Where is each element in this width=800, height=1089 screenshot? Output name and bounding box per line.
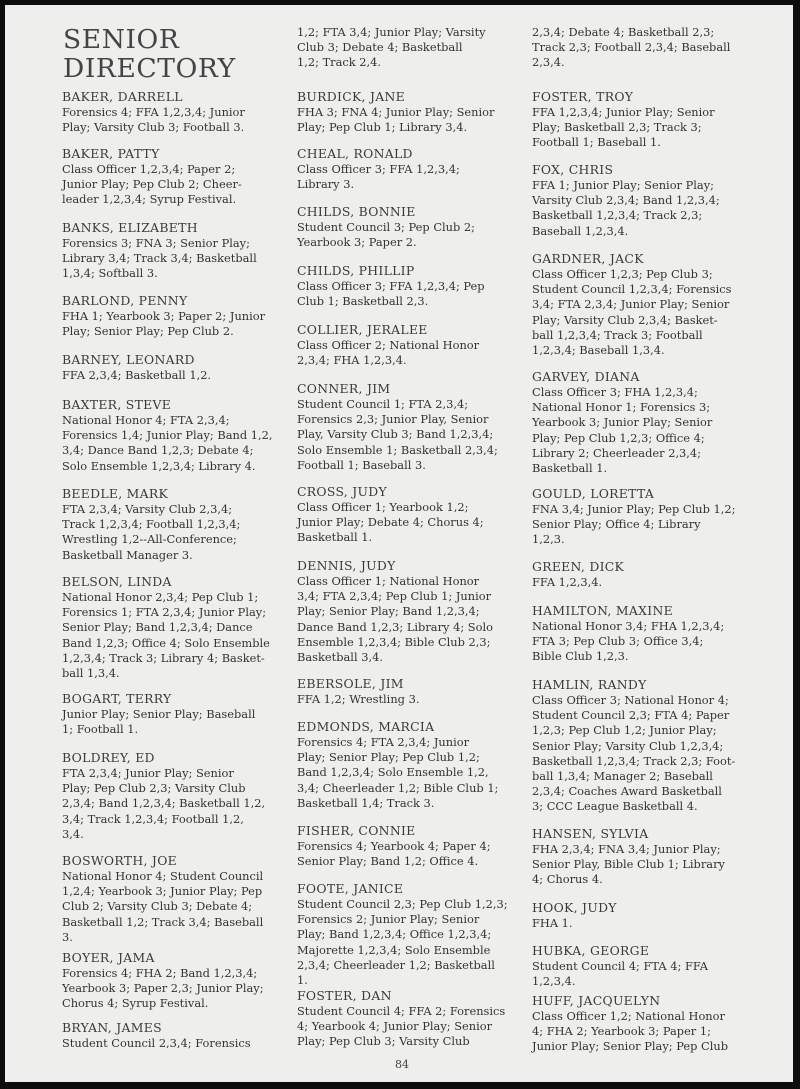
student-activities: Student Council 4; FFA 2; Forensics 4; Yearbook 4; Junior Play; Senior Play; Pep Club 3; Varsity Club: [297, 1004, 506, 1049]
student-activities: Forensics 4; FHA 2; Band 1,2,3,4; Yearbook 3; Paper 2,3; Junior Play; Chorus 4; Syrup Festival.: [62, 966, 264, 1011]
title-line-2: DIRECTORY: [63, 53, 236, 84]
student-activities: Class Officer 3; National Honor 4; Student Council 2,3; FTA 4; Paper 1,2,3; Pep Club 1,2; Junior Play; Senior Play; Varsity Club 1,2,3,4; Basketball 1,2,3,4; Track 2,3; Foot- ball 1,3,4; Manager 2; Baseball 2,3,4; Coaches Award Basketball 3; CCC League Basketball 4.: [532, 693, 736, 814]
student-activities: FHA 2,3,4; FNA 3,4; Junior Play; Senior Play, Bible Club 1; Library 4; Chorus 4.: [532, 842, 725, 887]
student-activities: Class Officer 1; National Honor 3,4; FTA 2,3,4; Pep Club 1; Junior Play; Senior Play; Band 1,2,3,4; Dance Band 1,2,3; Library 4; Solo Ensemble 1,2,3,4; Bible Club 2,3; Basketball 3,4.: [297, 574, 493, 665]
directory-entry: [532, 89, 757, 151]
student-name: CONNER, JIM: [297, 381, 391, 396]
student-name: CHEAL, RONALD: [297, 146, 413, 161]
student-name: BRYAN, JAMES: [62, 1020, 162, 1035]
directory-entry: [62, 950, 287, 1012]
student-name: BOGART, TERRY: [62, 691, 172, 706]
directory-entry: [62, 146, 287, 208]
student-name: FOSTER, DAN: [297, 988, 392, 1003]
student-activities: Forensics 4; FTA 2,3,4; Junior Play; Senior Play; Pep Club 1,2; Band 1,2,3,4; Solo Ensemble 1,2, 3,4; Cheerleader 1,2; Bible Club 1; Basketball 1,4; Track 3.: [297, 735, 499, 810]
directory-entry: [532, 677, 757, 815]
student-name: FOOTE, JANICE: [297, 881, 404, 896]
student-name: GARVEY, DIANA: [532, 369, 640, 384]
directory-entry: [297, 322, 522, 368]
student-activities: Class Officer 1; Yearbook 1,2; Junior Play; Debate 4; Chorus 4; Basketball 1.: [297, 500, 484, 545]
student-activities: National Honor 4; Student Council 1,2,4; Yearbook 3; Junior Play; Pep Club 2; Varsity Club 3; Debate 4; Basketball 1,2; Track 3,4; Baseball 3.: [62, 869, 264, 944]
student-name: HUFF, JACQUELYN: [532, 993, 661, 1008]
yearbook-page: [5, 5, 793, 1082]
student-name: BAKER, PATTY: [62, 146, 160, 161]
directory-entry: [62, 574, 287, 681]
student-activities: Student Council 1; FTA 2,3,4; Forensics 2,3; Junior Play, Senior Play, Varsity Club 3; Band 1,2,3,4; Solo Ensemble 1; Basketball 2,3,4; Football 1; Baseball 3.: [297, 397, 498, 472]
directory-entry: [62, 293, 287, 339]
student-activities: FFA 2,3,4; Basketball 1,2.: [62, 368, 212, 382]
student-name: BOLDREY, ED: [62, 750, 155, 765]
directory-entry: [297, 89, 522, 135]
student-activities: National Honor 3,4; FHA 1,2,3,4; FTA 3; Pep Club 3; Office 3,4; Bible Club 1,2,3.: [532, 619, 725, 664]
student-name: COLLIER, JERALEE: [297, 322, 428, 337]
student-activities: Student Council 3; Pep Club 2; Yearbook 3; Paper 2.: [297, 220, 476, 250]
student-name: CROSS, JUDY: [297, 484, 387, 499]
directory-entry: [532, 943, 757, 989]
student-activities: FTA 2,3,4; Junior Play; Senior Play; Pep Club 2,3; Varsity Club 2,3,4; Band 1,2,3,4; Basketball 1,2, 3,4; Track 1,2,3,4; Football 1,2, 3,4.: [62, 766, 266, 841]
directory-entry: [62, 352, 287, 383]
directory-entry: [532, 25, 757, 71]
student-name: EDMONDS, MARCIA: [297, 719, 435, 734]
student-activities: Class Officer 1,2,3; Pep Club 3; Student Council 1,2,3,4; Forensics 3,4; FTA 2,3,4; Junior Play; Senior Play; Varsity Club 2,3,4; Basket- ball 1,2,3,4; Track 3; Football 1,2,3,4; Baseball 1,3,4.: [532, 267, 732, 358]
directory-entry: [62, 89, 287, 135]
directory-entry: [62, 691, 287, 737]
student-activities: FHA 3; FNA 4; Junior Play; Senior Play; Pep Club 1; Library 3,4.: [297, 105, 495, 135]
directory-entry: [297, 484, 522, 546]
student-activities: Forensics 3; FNA 3; Senior Play; Library 3,4; Track 3,4; Basketball 1,3,4; Softball 3.: [62, 236, 257, 281]
directory-entry: [532, 900, 757, 931]
student-name: BURDICK, JANE: [297, 89, 406, 104]
student-name: GARDNER, JACK: [532, 251, 644, 266]
student-activities: FNA 3,4; Junior Play; Pep Club 1,2; Senior Play; Office 4; Library 1,2,3.: [532, 502, 736, 547]
student-activities: Forensics 4; FFA 1,2,3,4; Junior Play; Varsity Club 3; Football 3.: [62, 105, 245, 135]
student-name: BELSON, LINDA: [62, 574, 172, 589]
directory-entry: [297, 146, 522, 192]
student-name: HAMILTON, MAXINE: [532, 603, 673, 618]
student-name: CHILDS, PHILLIP: [297, 263, 415, 278]
directory-entry: [532, 162, 757, 239]
student-name: HUBKA, GEORGE: [532, 943, 650, 958]
directory-entry: [297, 823, 522, 869]
student-name: FISHER, CONNIE: [297, 823, 416, 838]
directory-entry: [297, 988, 522, 1050]
student-name: BANKS, ELIZABETH: [62, 220, 198, 235]
directory-entry: [297, 719, 522, 811]
student-activities: Student Council 2,3; Pep Club 1,2,3; Forensics 2; Junior Play; Senior Play; Band 1,2,3,4; Office 1,2,3,4; Majorette 1,2,3,4; Solo Ensemble 2,3,4; Cheerleader 1,2; Basketball 1.: [297, 897, 508, 988]
student-activities: Class Officer 3; FHA 1,2,3,4; National Honor 1; Forensics 3; Yearbook 3; Junior Play; Senior Play; Pep Club 1,2,3; Office 4; Library 2; Cheerleader 2,3,4; Basketball 1.: [532, 385, 713, 476]
student-activities: FTA 2,3,4; Varsity Club 2,3,4; Track 1,2,3,4; Football 1,2,3,4; Wrestling 1,2--All-Conference; Basketball Manager 3.: [62, 502, 241, 562]
student-name: BARLOND, PENNY: [62, 293, 188, 308]
student-activities: FFA 1,2,3,4; Junior Play; Senior Play; Basketball 2,3; Track 3; Football 1; Baseball 1.: [532, 105, 715, 150]
student-name: GOULD, LORETTA: [532, 486, 655, 501]
student-name: EBERSOLE, JIM: [297, 676, 404, 691]
student-activities: FHA 1; Yearbook 3; Paper 2; Junior Play; Senior Play; Pep Club 2.: [62, 309, 266, 339]
student-name: BAKER, DARRELL: [62, 89, 183, 104]
directory-entry: [297, 204, 522, 250]
student-name: BOSWORTH, JOE: [62, 853, 178, 868]
directory-entry: [532, 559, 757, 590]
directory-entry: [62, 1020, 287, 1051]
student-activities: Forensics 4; Yearbook 4; Paper 4; Senior Play; Band 1,2; Office 4.: [297, 839, 491, 869]
directory-entry: [297, 381, 522, 473]
student-activities: FHA 1.: [532, 916, 573, 930]
student-name: HAMLIN, RANDY: [532, 677, 647, 692]
directory-entry: [532, 826, 757, 888]
student-name: CHILDS, BONNIE: [297, 204, 416, 219]
student-activities: Student Council 2,3,4; Forensics: [62, 1036, 251, 1050]
directory-entry: [62, 853, 287, 945]
directory-entry: [297, 25, 522, 71]
student-activities: Student Council 4; FTA 4; FFA 1,2,3,4.: [532, 959, 708, 989]
directory-entry: [297, 676, 522, 707]
directory-entry: [297, 558, 522, 665]
directory-entry: [297, 881, 522, 988]
page-number: 84: [395, 1058, 409, 1071]
student-activities: Class Officer 1,2,3,4; Paper 2; Junior Play; Pep Club 2; Cheer- leader 1,2,3,4; Syrup Festival.: [62, 162, 242, 207]
directory-entry: [62, 220, 287, 282]
student-name: BOYER, JAMA: [62, 950, 155, 965]
directory-entry: [532, 993, 757, 1055]
student-activities: Class Officer 1,2; National Honor 4; FHA 2; Yearbook 3; Paper 1; Junior Play; Senior Play; Pep Club: [532, 1009, 729, 1054]
student-activities: National Honor 4; FTA 2,3,4; Forensics 1,4; Junior Play; Band 1,2, 3,4; Dance Band 1,2,3; Debate 4; Solo Ensemble 1,2,3,4; Library 4.: [62, 413, 273, 473]
page-title: [63, 25, 236, 83]
student-activities: Class Officer 2; National Honor 2,3,4; FHA 1,2,3,4.: [297, 338, 480, 368]
directory-entry: [532, 486, 757, 548]
student-activities: National Honor 2,3,4; Pep Club 1; Forensics 1; FTA 2,3,4; Junior Play; Senior Play; Band 1,2,3,4; Dance Band 1,2,3; Office 4; Solo Ensemble 1,2,3,4; Track 3; Library 4; Basket- ball 1,3,4.: [62, 590, 270, 681]
student-activities: FFA 1,2,3,4.: [532, 575, 603, 589]
student-name: HANSEN, SYLVIA: [532, 826, 649, 841]
student-name: BARNEY, LEONARD: [62, 352, 195, 367]
directory-entry: [62, 750, 287, 842]
student-activities: Junior Play; Senior Play; Baseball 1; Football 1.: [62, 707, 256, 737]
student-name: BAXTER, STEVE: [62, 397, 172, 412]
student-name: FOX, CHRIS: [532, 162, 614, 177]
student-name: HOOK, JUDY: [532, 900, 617, 915]
student-activities: 2,3,4; Debate 4; Basketball 2,3; Track 2,3; Football 2,3,4; Baseball 2,3,4.: [532, 25, 731, 70]
student-activities: FFA 1; Junior Play; Senior Play; Varsity Club 2,3,4; Band 1,2,3,4; Basketball 1,2,3,4; Track 2,3; Baseball 1,2,3,4.: [532, 178, 720, 238]
student-activities: Class Officer 3; FFA 1,2,3,4; Library 3.: [297, 162, 460, 192]
student-name: DENNIS, JUDY: [297, 558, 396, 573]
student-name: BEEDLE, MARK: [62, 486, 169, 501]
directory-entry: [532, 603, 757, 665]
student-activities: Class Officer 3; FFA 1,2,3,4; Pep Club 1; Basketball 2,3.: [297, 279, 485, 309]
directory-entry: [62, 486, 287, 563]
title-line-1: SENIOR: [63, 24, 180, 55]
directory-entry: [532, 369, 757, 476]
directory-entry: [297, 263, 522, 309]
directory-entry: [62, 397, 287, 474]
student-name: GREEN, DICK: [532, 559, 625, 574]
directory-entry: [532, 251, 757, 358]
student-name: FOSTER, TROY: [532, 89, 634, 104]
student-activities: FFA 1,2; Wrestling 3.: [297, 692, 420, 706]
student-activities: 1,2; FTA 3,4; Junior Play; Varsity Club 3; Debate 4; Basketball 1,2; Track 2,4.: [297, 25, 486, 70]
